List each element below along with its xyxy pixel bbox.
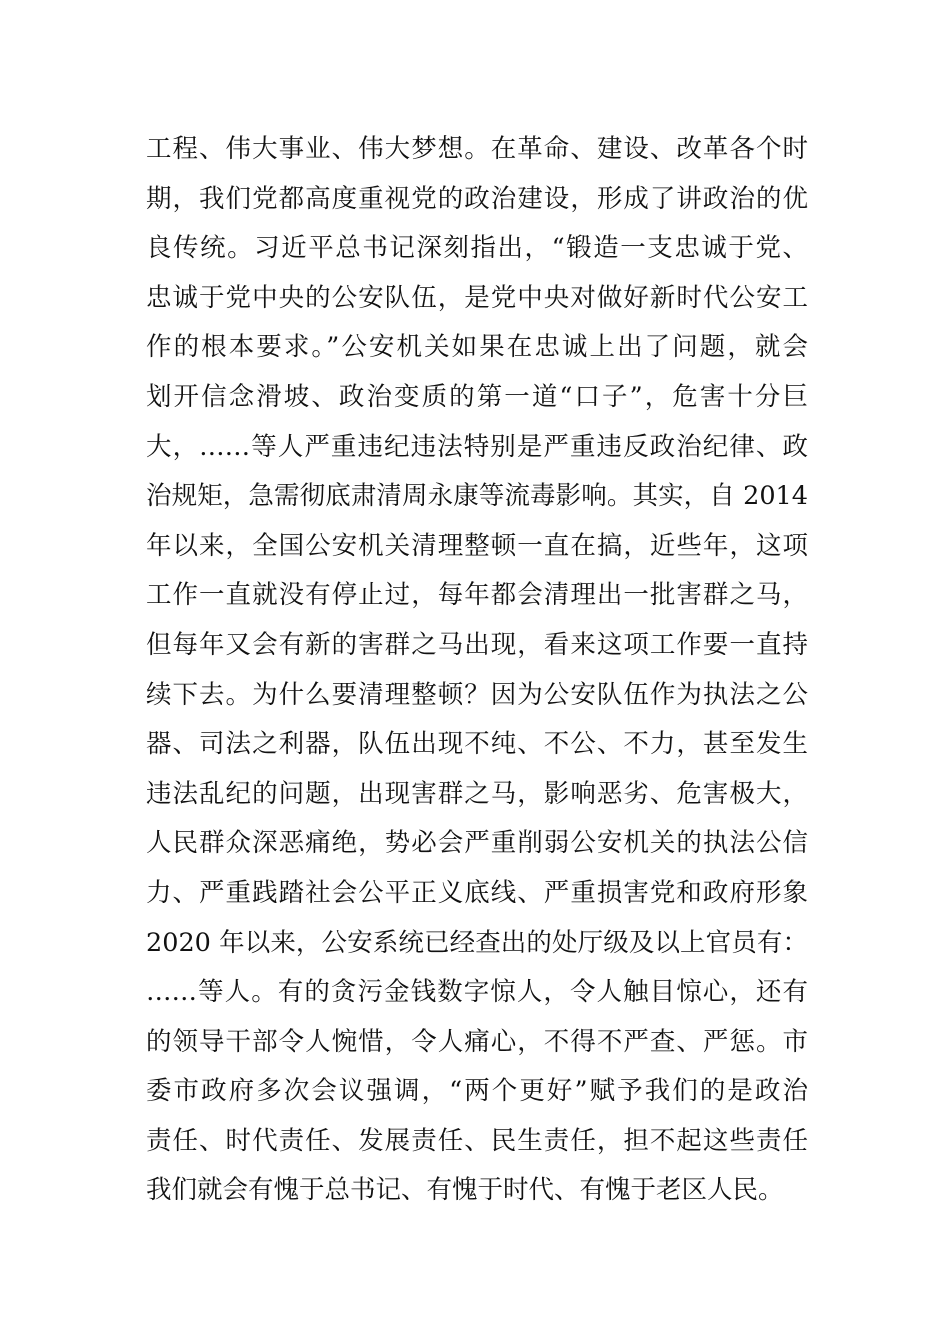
text-line: ……等人。有的贪污金钱数字惊人，令人触目惊心，还有	[146, 977, 808, 1008]
body-text	[146, 125, 808, 1216]
text-line: 大，……等人严重违纪违法特别是严重违反政治纪律、政	[146, 431, 808, 462]
text-line: 我们就会有愧于总书记、有愧于时代、有愧于老区人民。	[146, 1175, 784, 1206]
text-line: 委市政府多次会议强调，“两个更好”赋予我们的是政治	[146, 1076, 808, 1107]
text-line: 期，我们党都高度重视党的政治建设，形成了讲政治的优	[146, 183, 808, 214]
text-line: 划开信念滑坡、政治变质的第一道“口子”，危害十分巨	[146, 381, 808, 412]
text-line: 工程、伟大事业、伟大梦想。在革命、建设、改革各个时	[146, 134, 808, 164]
text-line: 器、司法之利器，队伍出现不纯、不公、不力，甚至发生	[146, 729, 808, 760]
text-line: 力、严重践踏社会公平正义底线、严重损害党和政府形象	[146, 877, 808, 908]
text-line: 治规矩，急需彻底肃清周永康等流毒影响。其实，自 2014	[146, 481, 808, 512]
text-line: 责任、时代责任、发展责任、民生责任，担不起这些责任	[146, 1125, 808, 1156]
text-line: 续下去。为什么要清理整顿？因为公安队伍作为执法之公	[146, 679, 808, 710]
text-line: 忠诚于党中央的公安队伍，是党中央对做好新时代公安工	[146, 282, 808, 313]
text-line: 的领导干部令人惋惜，令人痛心，不得不严查、严惩。市	[146, 1026, 808, 1057]
text-line: 年以来，全国公安机关清理整顿一直在搞，近些年，这项	[146, 530, 808, 561]
text-line: 但每年又会有新的害群之马出现，看来这项工作要一直持	[146, 629, 808, 660]
text-line: 作的根本要求。”公安机关如果在忠诚上出了问题，就会	[146, 332, 808, 363]
text-line: 2020 年以来，公安系统已经查出的处厅级及以上官员有：	[146, 927, 808, 958]
text-line: 良传统。习近平总书记深刻指出，“锻造一支忠诚于党、	[146, 233, 808, 264]
text-line: 工作一直就没有停止过，每年都会清理出一批害群之马，	[146, 580, 808, 611]
text-line: 违法乱纪的问题，出现害群之马，影响恶劣、危害极大，	[146, 778, 808, 809]
text-line: 人民群众深恶痛绝，势必会严重削弱公安机关的执法公信	[146, 828, 808, 859]
